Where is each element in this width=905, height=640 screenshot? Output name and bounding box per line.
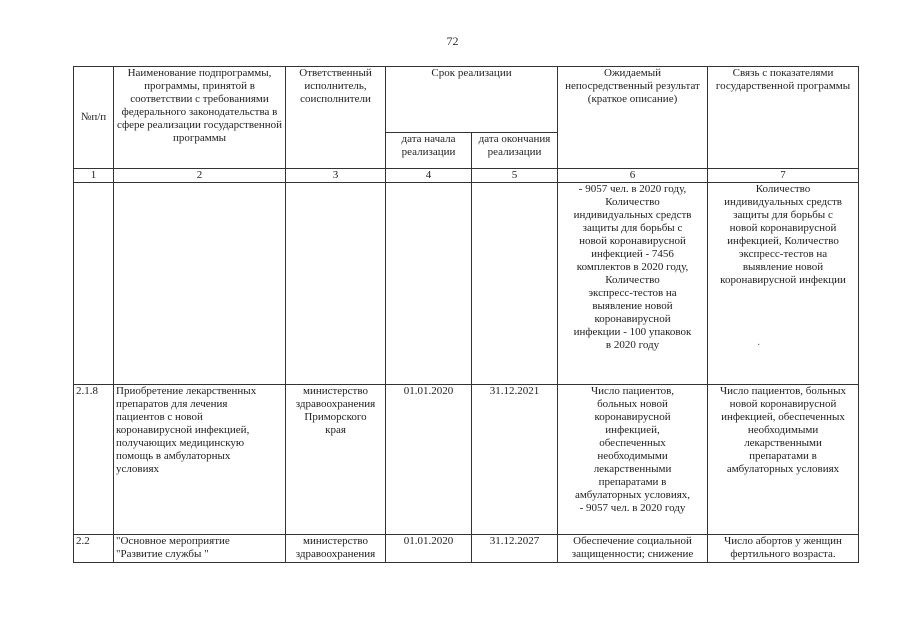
row-executor: министерство здравоохранения Приморского края <box>286 385 386 535</box>
row-num <box>74 183 114 385</box>
row-end <box>472 183 558 385</box>
row-name: Приобретение лекарственных препаратов для лечения пациентов с новой коронавирусной инфекцией, получающих медицинскую помощь в амбулаторных условиях <box>114 385 286 535</box>
header-end: дата окончания реализации <box>472 133 558 169</box>
table-row <box>74 183 859 385</box>
column-number: 3 <box>286 169 386 183</box>
header-name: Наименование подпрограммы, программы, принятой в соответствии с требованиями федерального законодательства в сфере реализации государственной программы <box>114 67 286 169</box>
header-result: Ожидаемый непосредственный результат (краткое описание) <box>558 67 708 169</box>
row-num: 2.2 <box>74 535 114 563</box>
page-number: 72 <box>446 34 459 48</box>
column-number: 1 <box>74 169 114 183</box>
header-row <box>74 67 859 133</box>
scan-dot: · <box>757 340 761 351</box>
header-link: Связь с показателями государственной программы <box>708 67 859 169</box>
row-end: 31.12.2021 <box>472 385 558 535</box>
table-row <box>74 535 859 563</box>
row-link: Число абортов у женщин фертильного возраста. <box>708 535 859 563</box>
row-executor <box>286 183 386 385</box>
column-number: 2 <box>114 169 286 183</box>
column-number-row <box>74 169 859 183</box>
row-result: - 9057 чел. в 2020 году, Количество индивидуальных средств защиты для борьбы с новой коронавирусной инфекцией - 7456 комплектов в 2020 году, Количество экспресс-тестов на выявление новой коронавирусной инфекции - 100 упаковок в 2020 году <box>558 183 708 385</box>
row-executor: министерство здравоохранения <box>286 535 386 563</box>
column-number: 4 <box>386 169 472 183</box>
header-executor: Ответственный исполнитель, соисполнители <box>286 67 386 169</box>
row-start <box>386 183 472 385</box>
header-period: Срок реализации <box>386 67 558 133</box>
row-name <box>114 183 286 385</box>
row-start: 01.01.2020 <box>386 385 472 535</box>
row-start: 01.01.2020 <box>386 535 472 563</box>
table-row <box>74 385 859 535</box>
row-link: Количество индивидуальных средств защиты для борьбы с новой коронавирусной инфекцией, Количество экспресс-тестов на выявление новой коронавирусной инфекции <box>708 183 859 385</box>
row-name: "Основное мероприятие "Развитие службы " <box>114 535 286 563</box>
row-num: 2.1.8 <box>74 385 114 535</box>
header-num: №п/п <box>74 67 114 169</box>
row-link: Число пациентов, больных новой коронавирусной инфекцией, обеспеченных необходимыми лекарственными препаратами в амбулаторных условиях <box>708 385 859 535</box>
column-number: 5 <box>472 169 558 183</box>
row-result: Обеспечение социальной защищенности; снижение <box>558 535 708 563</box>
column-number: 6 <box>558 169 708 183</box>
row-end: 31.12.2027 <box>472 535 558 563</box>
program-table <box>73 66 859 563</box>
row-result: Число пациентов, больных новой коронавирусной инфекцией, обеспеченных необходимыми лекарственными препаратами в амбулаторных условиях, - 9057 чел. в 2020 году <box>558 385 708 535</box>
header-start: дата начала реализации <box>386 133 472 169</box>
column-number: 7 <box>708 169 859 183</box>
